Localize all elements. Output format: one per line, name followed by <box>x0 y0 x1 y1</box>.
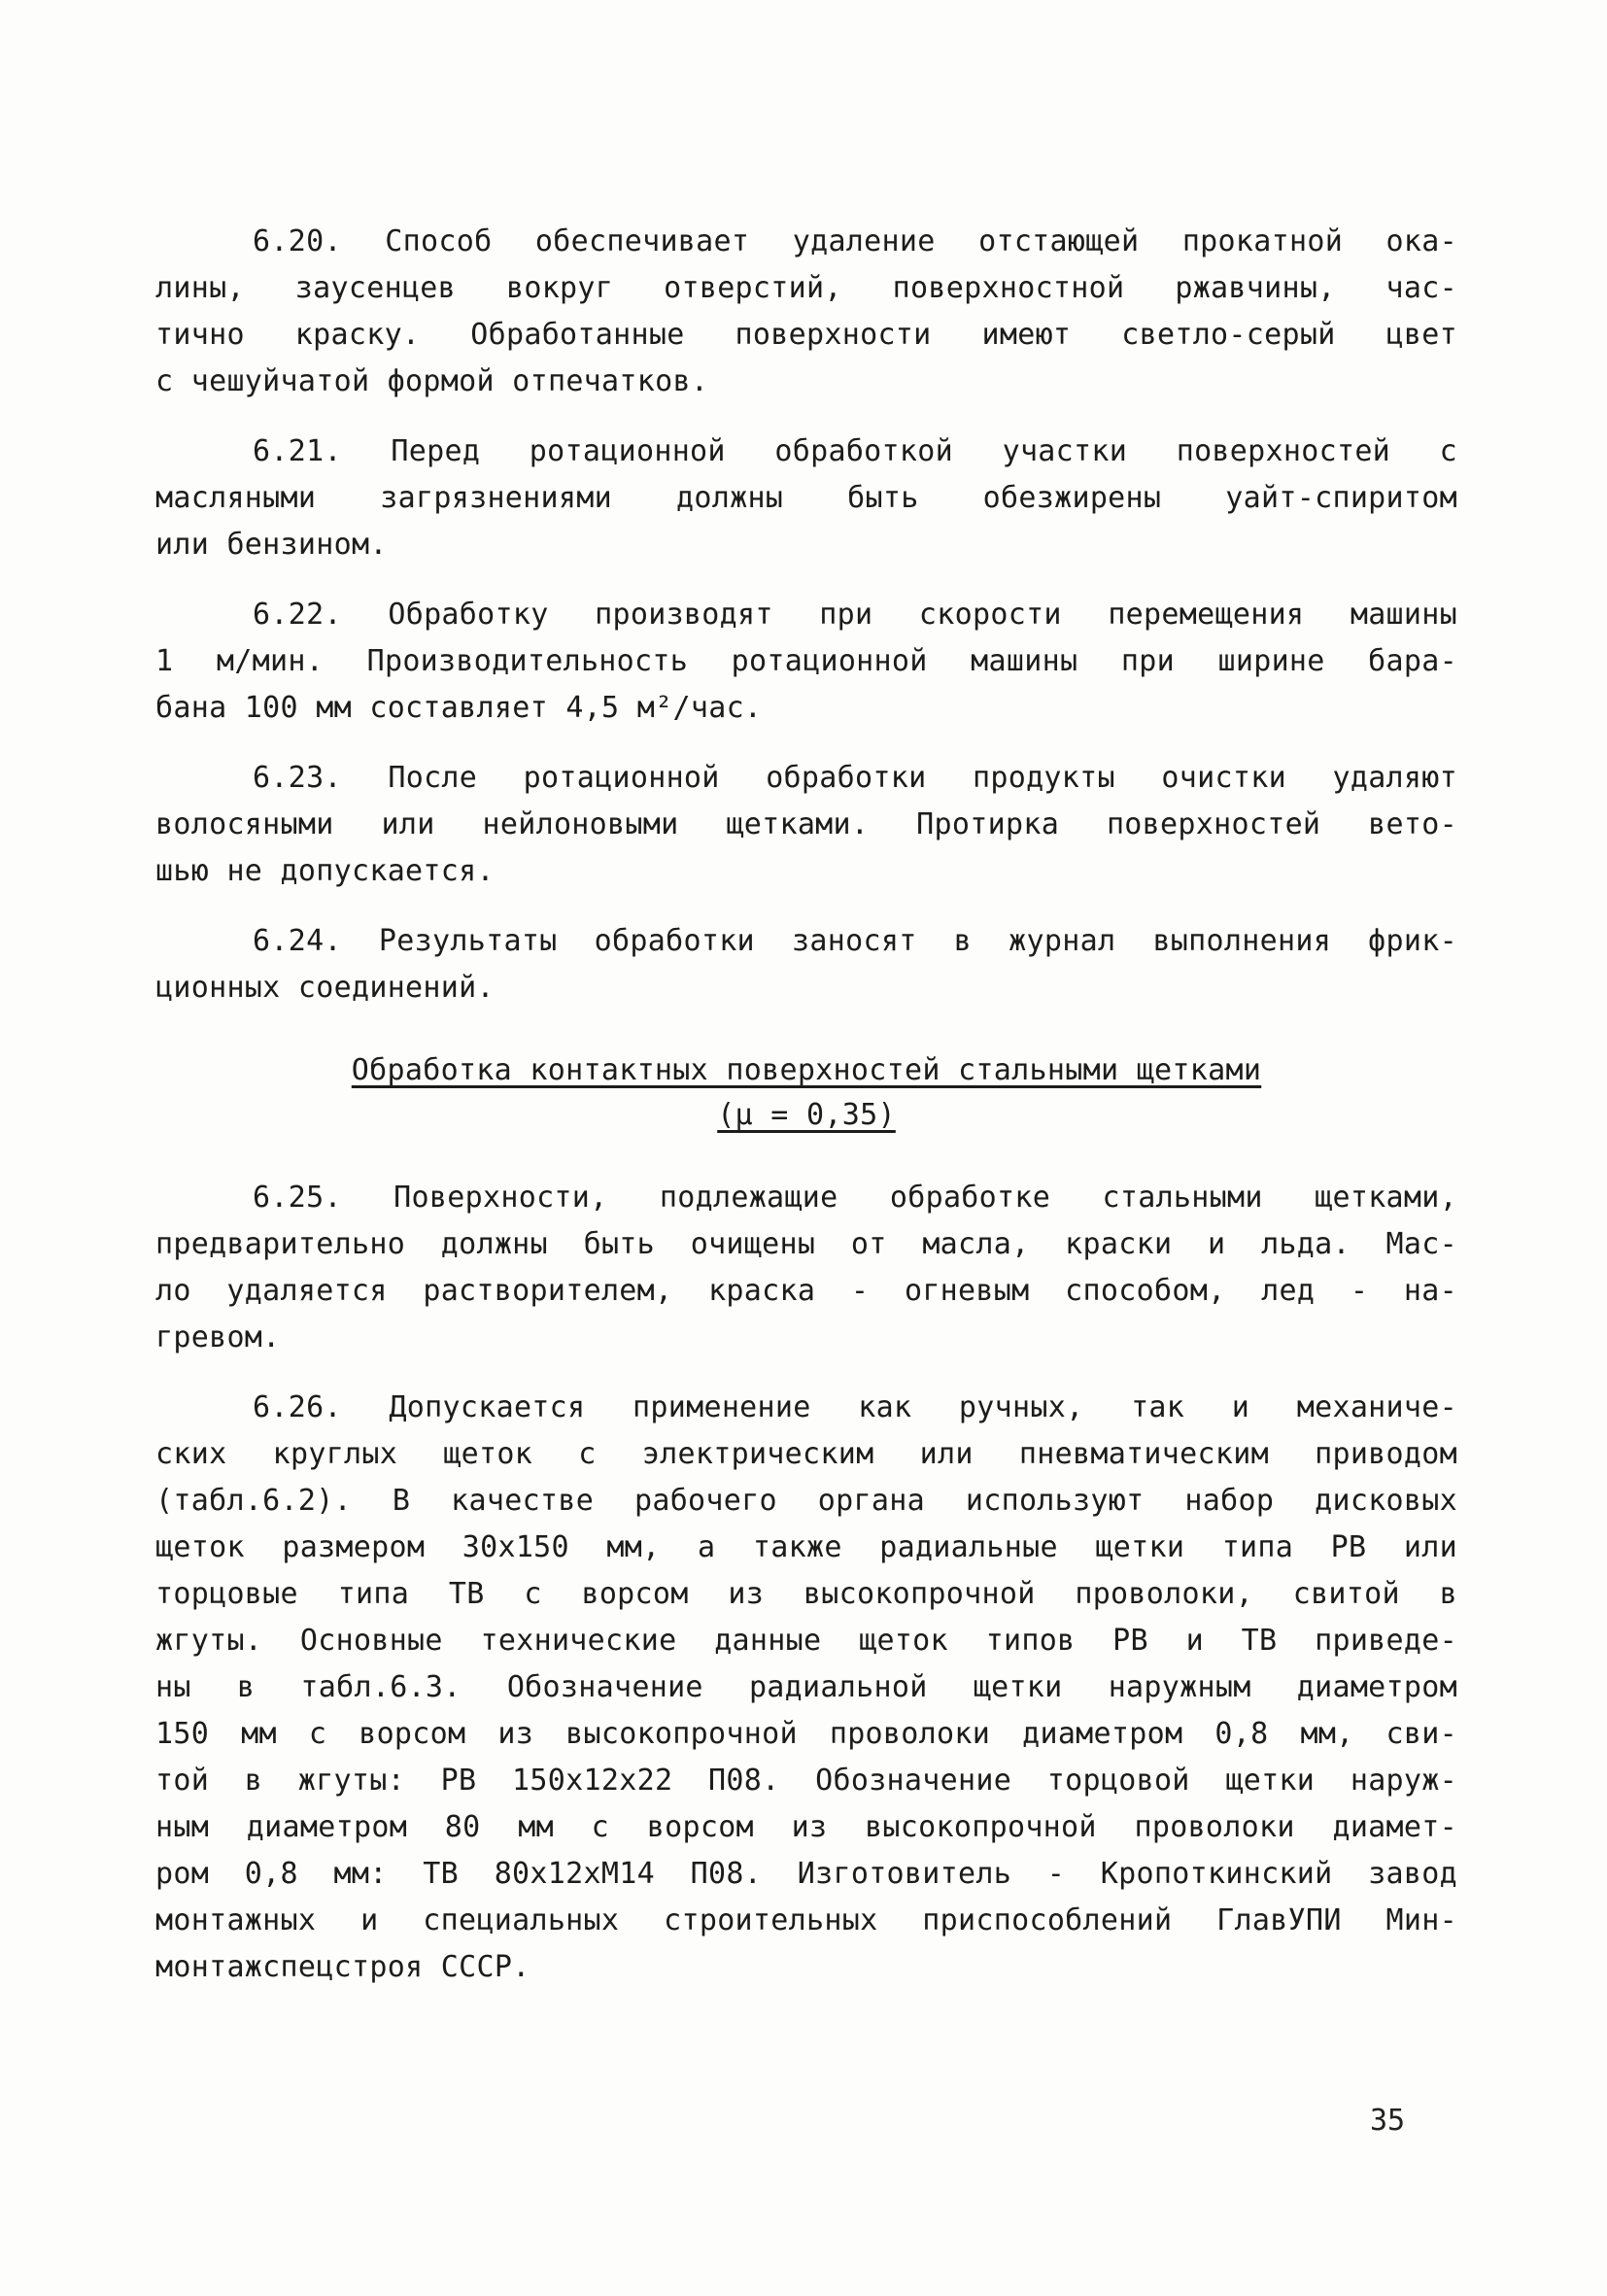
text-line: 6.25. Поверхности, подлежащие обработке стальными щетками, <box>253 1181 1457 1215</box>
text-line: бана 100 мм составляет 4,5 м²/час. <box>155 691 763 725</box>
paragraph-6-25 <box>155 1175 1457 1361</box>
text-line: жгуты. Основные технические данные щеток типов РВ и ТВ приведе- <box>155 1624 1457 1658</box>
text-line: щеток размером 30х150 мм, а также радиальные щетки типа РВ или <box>155 1530 1457 1564</box>
paragraph-6-21 <box>155 428 1457 568</box>
paragraph-6-24 <box>155 918 1457 1011</box>
text-line: ло удаляется растворителем, краска - огневым способом, лед - на- <box>155 1274 1457 1308</box>
text-line: ционных соединений. <box>155 971 495 1005</box>
text-line: 6.21. Перед ротационной обработкой участки поверхностей с <box>253 434 1457 468</box>
section-heading <box>155 1050 1457 1136</box>
friction-coefficient-value: (μ = 0,35) <box>717 1098 896 1132</box>
text-line: тично краску. Обработанные поверхности имеют светло-серый цвет <box>155 318 1457 352</box>
text-line: ным диаметром 80 мм с ворсом из высокопрочной проволоки диамет- <box>155 1810 1457 1844</box>
text-line: гревом. <box>155 1320 281 1354</box>
text-line: ны в табл.6.3. Обозначение радиальной щетки наружным диаметром <box>155 1670 1457 1704</box>
text-line: 6.23. После ротационной обработки продукты очистки удаляют <box>253 761 1457 795</box>
paragraph-6-20 <box>155 219 1457 405</box>
text-line: (табл.6.2). В качестве рабочего органа используют набор дисковых <box>155 1484 1457 1518</box>
text-line: 1 м/мин. Производительность ротационной машины при ширине бара- <box>155 644 1457 678</box>
text-line: масляными загрязнениями должны быть обезжирены уайт-спиритом <box>155 481 1457 515</box>
text-line: или бензином. <box>155 528 388 562</box>
paragraph-6-26 <box>155 1385 1457 1991</box>
text-line: шью не допускается. <box>155 854 495 888</box>
text-line: волосяными или нейлоновыми щетками. Протирка поверхностей вето- <box>155 807 1457 841</box>
text-line: с чешуйчатой формой отпечатков. <box>155 364 709 398</box>
text-line: монтажспецстроя СССР. <box>155 1950 530 1984</box>
text-line: ром 0,8 мм: ТВ 80х12хМ14 П08. Изготовитель - Кропоткинский завод <box>155 1857 1457 1891</box>
text-line: ских круглых щеток с электрическим или пневматическим приводом <box>155 1437 1457 1471</box>
paragraph-6-23 <box>155 755 1457 895</box>
friction-coefficient <box>155 1095 1457 1136</box>
text-line: лины, заусенцев вокруг отверстий, поверхностной ржавчины, час- <box>155 271 1457 305</box>
page-number: 35 <box>1370 2104 1406 2138</box>
text-line: 6.26. Допускается применение как ручных, так и механиче- <box>253 1390 1457 1424</box>
section-title: Обработка контактных поверхностей стальными щетками <box>351 1053 1262 1087</box>
text-line: монтажных и специальных строительных приспособлений ГлавУПИ Мин- <box>155 1903 1457 1937</box>
text-line: 6.22. Обработку производят при скорости перемещения машины <box>253 598 1457 632</box>
text-line: той в жгуты: РВ 150х12х22 П08. Обозначение торцовой щетки наруж- <box>155 1764 1457 1798</box>
text-line: 6.20. Способ обеспечивает удаление отстающей прокатной ока- <box>253 224 1457 258</box>
text-line: предварительно должны быть очищены от масла, краски и льда. Мас- <box>155 1227 1457 1261</box>
text-line: 150 мм с ворсом из высокопрочной проволоки диаметром 0,8 мм, сви- <box>155 1717 1457 1751</box>
document-page <box>155 219 1457 2014</box>
text-line: 6.24. Результаты обработки заносят в журнал выполнения фрик- <box>253 924 1457 958</box>
paragraph-6-22 <box>155 592 1457 732</box>
text-line: торцовые типа ТВ с ворсом из высокопрочной проволоки, свитой в <box>155 1577 1457 1611</box>
